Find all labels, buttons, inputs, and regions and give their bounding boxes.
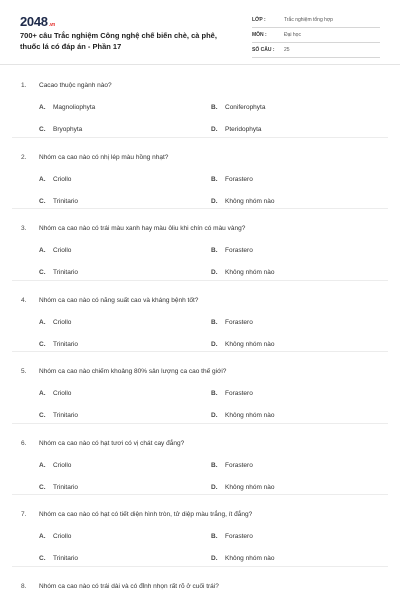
- option-a[interactable]: [39, 462, 71, 469]
- option-b[interactable]: [211, 104, 265, 111]
- option-b[interactable]: [211, 390, 253, 397]
- option-label: D.: [211, 483, 218, 491]
- meta-label: LỚP :: [252, 17, 266, 23]
- option-label: A.: [39, 247, 46, 254]
- option-label: A.: [39, 461, 46, 469]
- meta-value: Đại học: [284, 32, 301, 38]
- question-item: [0, 281, 400, 353]
- option-text: Trinitario: [53, 483, 79, 491]
- question-text: Nhóm ca cao nào có hạt có tiết diện hình tròn, tử diệp màu trắng, ít đắng?: [39, 511, 253, 518]
- meta-label: SỐ CÂU :: [252, 47, 275, 53]
- option-label: B.: [211, 247, 218, 254]
- question-number: 7.: [21, 511, 27, 518]
- option-b[interactable]: [211, 319, 253, 326]
- option-text: Pteridophyta: [225, 126, 262, 133]
- logo-main: 2048: [20, 14, 48, 29]
- option-d[interactable]: [211, 269, 275, 276]
- option-text: Trinitario: [53, 555, 79, 562]
- question-number: 1.: [21, 82, 27, 89]
- option-text: Không nhóm nào: [225, 412, 275, 419]
- option-label: A.: [39, 318, 46, 326]
- option-c[interactable]: [39, 269, 78, 276]
- question-number: 2.: [21, 153, 27, 161]
- option-d[interactable]: [211, 341, 275, 348]
- option-label: C.: [39, 197, 46, 205]
- option-text: Trinitario: [53, 340, 79, 348]
- option-text: Forastero: [225, 318, 253, 326]
- question-item: [0, 138, 400, 210]
- option-label: D.: [211, 126, 218, 133]
- option-text: Criollo: [53, 533, 72, 540]
- question-item: [0, 66, 400, 138]
- option-label: A.: [39, 390, 46, 397]
- question-item: [0, 352, 400, 424]
- question-text: Nhóm ca cao nào có năng suất cao và kháng bệnh tốt?: [39, 296, 199, 304]
- option-label: C.: [39, 126, 46, 133]
- option-a[interactable]: [39, 247, 71, 254]
- option-label: B.: [211, 461, 218, 469]
- option-text: Không nhóm nào: [225, 197, 275, 205]
- option-c[interactable]: [39, 412, 78, 419]
- option-label: A.: [39, 175, 46, 183]
- meta-row-subject: [252, 30, 380, 43]
- question-text: Nhóm ca cao nào có hạt tươi có vị chát cay đắng?: [39, 439, 185, 447]
- option-label: B.: [211, 390, 218, 397]
- option-text: Không nhóm nào: [225, 269, 275, 276]
- option-d[interactable]: [211, 126, 262, 133]
- option-label: B.: [211, 175, 218, 183]
- question-text: Nhóm ca cao nào có trái dài và có đỉnh nhọn rất rõ ở cuối trái?: [39, 582, 219, 590]
- option-label: C.: [39, 412, 46, 419]
- question-item: [0, 567, 400, 600]
- option-label: D.: [211, 197, 218, 205]
- meta-row-class: [252, 15, 380, 28]
- site-logo[interactable]: [20, 14, 55, 29]
- option-a[interactable]: [39, 319, 71, 326]
- option-d[interactable]: [211, 198, 275, 205]
- option-b[interactable]: [211, 247, 253, 254]
- option-c[interactable]: [39, 126, 82, 133]
- option-text: Criollo: [53, 461, 72, 469]
- question-number: 8.: [21, 582, 27, 590]
- question-item: [0, 209, 400, 281]
- question-item: [0, 495, 400, 567]
- question-number: 4.: [21, 296, 27, 304]
- option-text: Forastero: [225, 461, 253, 469]
- page-title: 700+ câu Trắc nghiệm Công nghệ chế biến chè, cà phê, thuốc lá có đáp án - Phần 17: [20, 31, 217, 51]
- question-item: [0, 424, 400, 496]
- option-text: Forastero: [225, 390, 253, 397]
- option-c[interactable]: [39, 555, 78, 562]
- option-b[interactable]: [211, 462, 253, 469]
- option-text: Không nhóm nào: [225, 555, 275, 562]
- option-text: Trinitario: [53, 197, 79, 205]
- option-label: D.: [211, 412, 218, 419]
- option-b[interactable]: [211, 176, 253, 183]
- option-text: Bryophyta: [53, 126, 83, 133]
- option-label: B.: [211, 318, 218, 326]
- option-text: Không nhóm nào: [225, 483, 275, 491]
- option-a[interactable]: [39, 533, 71, 540]
- option-label: D.: [211, 269, 218, 276]
- option-a[interactable]: [39, 104, 95, 111]
- option-text: Magnoliophyta: [53, 104, 96, 111]
- option-label: D.: [211, 555, 218, 562]
- option-label: C.: [39, 340, 46, 348]
- option-a[interactable]: [39, 176, 71, 183]
- option-c[interactable]: [39, 198, 78, 205]
- question-text: Nhóm ca cao nào chiếm khoảng 80% sản lượng ca cao thế giới?: [39, 368, 227, 375]
- option-text: Criollo: [53, 390, 72, 397]
- option-c[interactable]: [39, 341, 78, 348]
- option-label: D.: [211, 340, 218, 348]
- option-d[interactable]: [211, 412, 275, 419]
- option-text: Không nhóm nào: [225, 340, 275, 348]
- option-label: C.: [39, 269, 46, 276]
- option-text: Trinitario: [53, 269, 79, 276]
- option-d[interactable]: [211, 555, 275, 562]
- option-text: Criollo: [53, 175, 72, 183]
- question-text: Cacao thuộc ngành nào?: [39, 82, 112, 89]
- logo-suffix: .vn: [48, 22, 56, 28]
- option-c[interactable]: [39, 484, 78, 491]
- option-label: B.: [211, 104, 218, 111]
- option-text: Forastero: [225, 247, 253, 254]
- question-text: Nhóm ca cao nào có trái màu xanh hay màu ôliu khi chín có màu vàng?: [39, 225, 246, 232]
- option-b[interactable]: [211, 533, 253, 540]
- meta-info: [252, 15, 380, 60]
- option-text: Coniferophyta: [225, 104, 266, 111]
- meta-value: 25: [284, 47, 290, 53]
- option-label: A.: [39, 533, 46, 540]
- option-text: Trinitario: [53, 412, 79, 419]
- option-d[interactable]: [211, 484, 275, 491]
- option-label: A.: [39, 104, 46, 111]
- option-a[interactable]: [39, 390, 71, 397]
- question-number: 3.: [21, 225, 27, 232]
- question-text: Nhóm ca cao nào có nhị lép màu hồng nhạt?: [39, 153, 169, 161]
- question-number: 5.: [21, 368, 27, 375]
- option-label: B.: [211, 533, 218, 540]
- option-text: Forastero: [225, 533, 253, 540]
- meta-label: MÔN :: [252, 32, 267, 38]
- option-label: C.: [39, 483, 46, 491]
- option-label: C.: [39, 555, 46, 562]
- question-number: 6.: [21, 439, 27, 447]
- question-list: [0, 66, 400, 600]
- header-divider: [0, 64, 400, 65]
- meta-value: Trắc nghiệm tổng hợp: [284, 17, 333, 23]
- option-text: Criollo: [53, 318, 72, 326]
- meta-row-count: [252, 45, 380, 58]
- page-header: [0, 0, 400, 62]
- option-text: Forastero: [225, 175, 253, 183]
- option-text: Criollo: [53, 247, 72, 254]
